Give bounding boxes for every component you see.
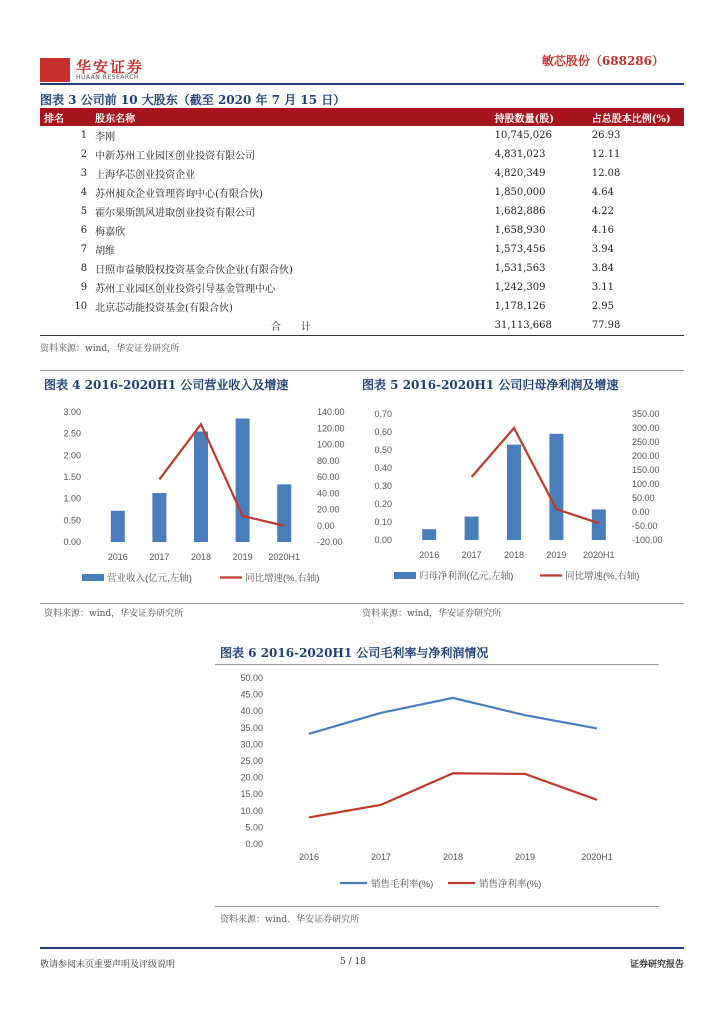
y-tick-label: 35.00 — [240, 722, 263, 733]
ratio-cell: 2.95 — [591, 301, 614, 312]
shares-cell: 1,682,886 — [494, 206, 546, 217]
y-tick-label: 45.00 — [240, 689, 263, 700]
gross-margin-line — [309, 698, 597, 734]
y-left-tick-label: 0.10 — [374, 517, 392, 527]
shareholder-name-cell: 胡维 — [95, 246, 116, 257]
bar — [507, 445, 521, 540]
y-left-tick-label: 0.40 — [374, 463, 392, 473]
table-row — [40, 278, 684, 297]
rank-cell: 9 — [80, 282, 88, 293]
legend-gross-label: 销售毛利率(%) — [371, 879, 434, 890]
footer-divider — [40, 947, 684, 949]
y-left-tick-label: 0.70 — [374, 409, 392, 419]
y-right-tick-label: 80.00 — [317, 455, 340, 466]
bar — [592, 509, 606, 540]
shares-cell: 4,831,023 — [494, 149, 546, 160]
bar — [152, 493, 166, 542]
table-row — [40, 259, 684, 278]
x-category-label: 2018 — [503, 550, 525, 560]
shareholder-name-cell: 苏州昶众企业管理咨询中心(有限合伙) — [95, 189, 263, 200]
shares-cell: 1,531,563 — [494, 263, 546, 274]
y-tick-label: 10.00 — [240, 805, 263, 816]
x-category-label: 2020H1 — [268, 552, 300, 562]
fig6-bottom-rule — [215, 906, 659, 907]
shares-cell: 1,178,126 — [494, 301, 546, 312]
shares-cell: 1,850,000 — [494, 187, 546, 198]
shareholder-name-cell: 日照市益敏股权投资基金合伙企业(有限合伙) — [95, 265, 293, 276]
y-left-tick-label: 3.00 — [63, 407, 81, 417]
footer-report-type: 证券研究报告 — [629, 960, 684, 970]
company-logo-text: 华安证券 — [76, 58, 145, 76]
fig6-source: 资料来源：wind、华安证券研究所 — [220, 915, 360, 925]
rank-cell: 1 — [80, 130, 88, 141]
ratio-cell: 3.11 — [591, 282, 614, 293]
y-right-tick-label: 0.00 — [632, 507, 650, 517]
legend-bar-swatch — [82, 574, 104, 581]
y-right-tick-label: 40.00 — [317, 488, 340, 499]
y-left-tick-label: 0.00 — [374, 535, 392, 545]
x-category-label: 2017 — [149, 552, 170, 562]
y-left-tick-label: 0.50 — [63, 515, 81, 526]
col-header-ratio: 占总股本比例(%) — [588, 108, 684, 126]
y-right-tick-label: -20.00 — [317, 537, 343, 547]
bar — [111, 511, 125, 542]
table-row — [40, 202, 684, 221]
x-category-label: 2020H1 — [583, 550, 615, 560]
shareholder-name-cell: 上海华芯创业投资企业 — [95, 170, 196, 181]
page-number: 5 / 18 — [340, 957, 366, 967]
growth-rate-line — [159, 424, 284, 526]
fig5-title: 图表 5 2016-2020H1 公司归母净利润及增速 — [362, 378, 619, 392]
y-right-tick-label: 50.00 — [632, 493, 655, 503]
fig6-title: 图表 6 2016-2020H1 公司毛利率与净利润情况 — [220, 646, 489, 660]
x-category-label: 2019 — [546, 550, 567, 560]
fig5-chart — [358, 396, 684, 596]
x-category-label: 2016 — [298, 852, 320, 862]
bar — [422, 529, 436, 540]
ratio-cell: 26.93 — [591, 130, 621, 141]
fig4-title: 图表 4 2016-2020H1 公司营业收入及增速 — [44, 378, 289, 392]
table-row — [40, 126, 684, 145]
ratio-cell: 3.84 — [591, 263, 614, 274]
y-left-tick-label: 1.50 — [63, 472, 81, 482]
y-right-tick-label: 140.00 — [317, 407, 345, 417]
shareholder-name-cell: 李刚 — [95, 132, 116, 143]
rank-cell: 10 — [74, 301, 88, 312]
bar — [194, 432, 208, 543]
table-row — [40, 297, 684, 316]
bar — [549, 434, 563, 540]
y-right-tick-label: 150.00 — [632, 465, 660, 475]
x-category-label: 2020H1 — [581, 852, 613, 862]
shares-cell: 1,573,456 — [494, 244, 546, 255]
x-category-label: 2019 — [514, 852, 536, 862]
ratio-cell: 4.22 — [591, 206, 614, 217]
rank-cell: 3 — [80, 168, 88, 179]
shares-cell: 10,745,026 — [494, 130, 552, 141]
y-right-tick-label: 120.00 — [317, 423, 345, 434]
net-margin-line — [309, 773, 597, 817]
y-left-tick-label: 0.50 — [374, 445, 392, 455]
rank-cell: 8 — [80, 263, 88, 274]
y-right-tick-label: -100.00 — [632, 535, 663, 545]
y-right-tick-label: 200.00 — [632, 451, 660, 461]
y-left-tick-label: 0.00 — [63, 537, 81, 547]
shares-cell: 1,658,930 — [494, 225, 546, 236]
total-empty-cell — [40, 316, 91, 336]
legend-bar-label: 归母净利润(亿元,左轴) — [419, 571, 514, 582]
x-category-label: 2017 — [461, 550, 482, 560]
header-divider — [40, 83, 684, 85]
legend-line-label: 同比增速(%,右轴) — [245, 573, 320, 584]
y-left-tick-label: 0.30 — [374, 481, 392, 491]
y-right-tick-label: 250.00 — [632, 437, 660, 447]
shareholder-table — [40, 108, 684, 336]
y-right-tick-label: 300.00 — [632, 423, 660, 433]
total-shares-cell: 31,113,668 — [491, 316, 588, 336]
rank-cell: 2 — [80, 149, 88, 160]
table-row — [40, 145, 684, 164]
rank-cell: 6 — [80, 225, 88, 236]
shareholder-name-cell: 北京芯动能投资基金(有限合伙) — [95, 303, 233, 314]
company-logo-mark — [40, 58, 70, 82]
rank-cell: 5 — [80, 206, 88, 217]
ratio-cell: 3.94 — [591, 244, 614, 255]
table-row — [40, 164, 684, 183]
shareholder-name-cell: 梅嘉欣 — [95, 227, 126, 238]
table3-source: 资料来源：wind，华安证券研究所 — [40, 344, 180, 354]
legend-bar-label: 营业收入(亿元,左轴) — [107, 573, 192, 584]
rank-cell: 7 — [80, 244, 88, 255]
y-tick-label: 30.00 — [240, 739, 263, 750]
col-header-name: 股东名称 — [91, 108, 491, 126]
col-header-shares: 持股数量(股) — [491, 108, 588, 126]
y-right-tick-label: 0.00 — [317, 520, 335, 531]
y-right-tick-label: 350.00 — [632, 409, 660, 419]
shareholder-name-cell: 苏州工业园区创业投资引导基金管理中心 — [95, 284, 276, 295]
ratio-cell: 12.08 — [591, 168, 621, 179]
legend-line-label: 同比增速(%,右轴) — [565, 571, 640, 582]
rank-cell: 4 — [80, 187, 88, 198]
bar — [236, 419, 250, 543]
shares-cell: 4,820,349 — [494, 168, 546, 179]
fig4-chart — [40, 396, 358, 596]
ratio-cell: 12.11 — [591, 149, 621, 160]
ratio-cell: 4.16 — [591, 225, 614, 236]
x-category-label: 2016 — [107, 552, 128, 562]
y-tick-label: 25.00 — [240, 756, 263, 766]
y-right-tick-label: 60.00 — [317, 472, 340, 482]
y-right-tick-label: 20.00 — [317, 504, 340, 515]
bar — [465, 517, 479, 540]
x-category-label: 2016 — [419, 550, 440, 560]
y-tick-label: 40.00 — [240, 706, 263, 717]
table3-caption: 图表 3 公司前 10 大股东（截至 2020 年 7 月 15 日） — [40, 93, 346, 107]
y-tick-label: 50.00 — [240, 673, 263, 683]
y-left-tick-label: 0.20 — [374, 499, 392, 509]
x-category-label: 2018 — [442, 852, 464, 862]
y-tick-label: 5.00 — [245, 822, 263, 833]
bar — [277, 484, 291, 542]
x-category-label: 2018 — [190, 552, 212, 562]
report-company-title: 敏芯股份（688286） — [541, 54, 664, 68]
company-logo-subtitle: HUAAN RESEARCH — [76, 74, 139, 81]
y-left-tick-label: 2.50 — [63, 428, 81, 439]
y-tick-label: 0.00 — [245, 839, 263, 849]
x-category-label: 2017 — [370, 852, 392, 862]
shares-cell: 1,242,309 — [494, 282, 546, 293]
col-header-rank: 排名 — [40, 108, 91, 126]
table-row — [40, 221, 684, 240]
table-row — [40, 183, 684, 202]
y-tick-label: 20.00 — [240, 772, 263, 783]
y-right-tick-label: 100.00 — [632, 479, 660, 489]
footer-disclaimer: 敬请参阅末页重要声明及评级说明 — [40, 960, 176, 970]
y-left-tick-label: 1.00 — [63, 493, 81, 504]
y-left-tick-label: 2.00 — [63, 450, 81, 461]
table-row — [40, 240, 684, 259]
y-tick-label: 15.00 — [240, 789, 263, 800]
y-left-tick-label: 0.60 — [374, 427, 392, 437]
shareholder-table-body — [40, 126, 684, 336]
legend-bar-swatch — [394, 572, 416, 579]
y-right-tick-label: -50.00 — [632, 521, 658, 531]
table-total-row — [40, 316, 684, 336]
total-ratio-cell: 77.98 — [588, 316, 684, 336]
shareholder-name-cell: 中新苏州工业园区创业投资有限公司 — [95, 151, 256, 162]
x-category-label: 2019 — [232, 552, 253, 562]
legend-net-label: 销售净利率(%) — [479, 879, 542, 890]
total-label-cell: 合 计 — [91, 316, 491, 336]
ratio-cell: 4.64 — [591, 187, 614, 198]
y-right-tick-label: 100.00 — [317, 439, 345, 450]
shareholder-name-cell: 霍尔果斯凯风进取创业投资有限公司 — [95, 208, 256, 219]
growth-rate-line — [472, 428, 599, 523]
fig4-source: 资料来源：wind，华安证券研究所 — [44, 609, 184, 619]
fig5-source: 资料来源：wind，华安证券研究所 — [362, 609, 502, 619]
fig6-chart — [215, 666, 659, 906]
